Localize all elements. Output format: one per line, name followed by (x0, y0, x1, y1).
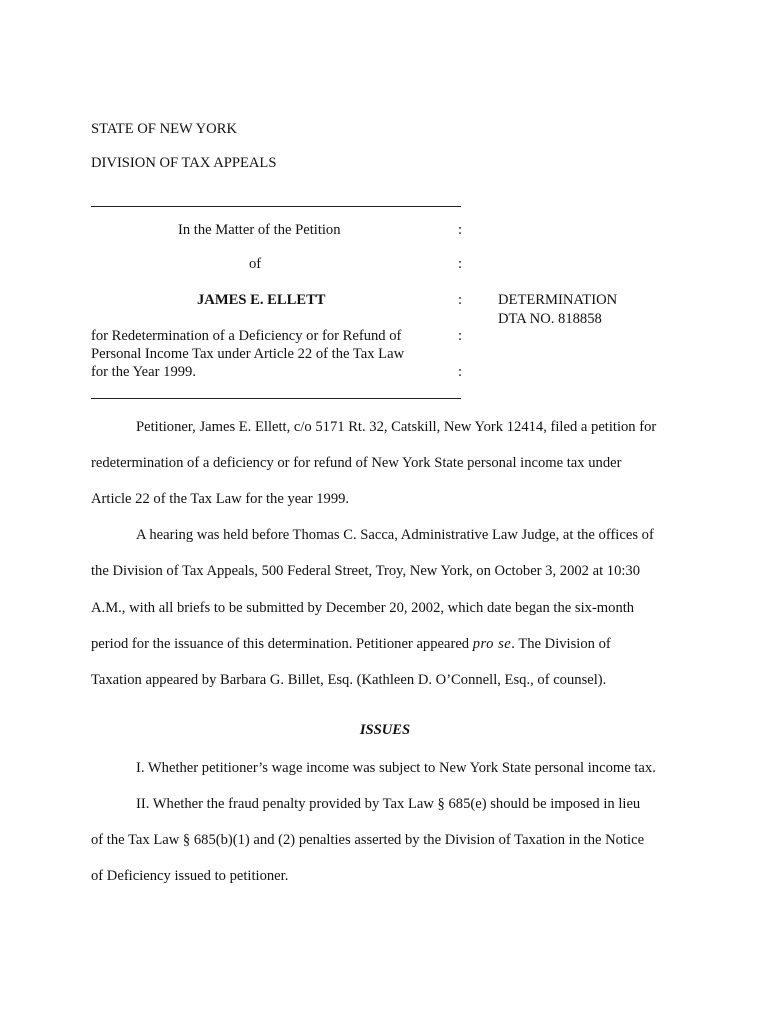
state-heading: STATE OF NEW YORK (91, 121, 237, 137)
caption-purpose-line: Personal Income Tax under Article 22 of the Tax Law (91, 346, 405, 362)
caption-purpose-line: for the Year 1999. (91, 364, 196, 380)
paragraph-line: A hearing was held before Thomas C. Sacca, Administrative Law Judge, at the offices of (136, 527, 654, 543)
pro-se-italic: pro se (472, 636, 512, 652)
issue-two-line: II. Whether the fraud penalty provided by Tax Law § 685(e) should be imposed in lieu (136, 796, 641, 812)
dta-number: DTA NO. 818858 (498, 311, 602, 327)
caption-colon: : (458, 222, 463, 238)
caption-colon: : (458, 364, 463, 380)
paragraph-text: . The Division of (511, 636, 611, 652)
caption-purpose-line: for Redetermination of a Deficiency or for Refund of (91, 328, 402, 344)
paragraph-line: Article 22 of the Tax Law for the year 1999. (91, 491, 350, 507)
caption-colon: : (458, 328, 463, 344)
paragraph-text: period for the issuance of this determination. Petitioner appeared (91, 636, 473, 652)
caption-matter: In the Matter of the Petition (178, 222, 341, 238)
paragraph-line (91, 636, 611, 653)
issue-two-line: of Deficiency issued to petitioner. (91, 868, 289, 884)
caption-colon: : (458, 292, 463, 308)
issues-heading: ISSUES (359, 722, 411, 738)
caption-of: of (249, 256, 262, 272)
division-heading: DIVISION OF TAX APPEALS (91, 155, 277, 171)
determination-label: DETERMINATION (498, 292, 618, 308)
caption-bottom-rule (91, 398, 461, 399)
paragraph-line: redetermination of a deficiency or for refund of New York State personal income tax under (91, 455, 622, 471)
petitioner-name: JAMES E. ELLETT (197, 292, 326, 308)
issue-two-line: of the Tax Law § 685(b)(1) and (2) penalties asserted by the Division of Taxation in the Notice (91, 832, 645, 848)
paragraph-line: Taxation appeared by Barbara G. Billet, Esq. (Kathleen D. O’Connell, Esq., of counsel). (91, 672, 607, 688)
paragraph-line: the Division of Tax Appeals, 500 Federal Street, Troy, New York, on October 3, 2002 at 10:30 (91, 563, 641, 579)
paragraph-line: A.M., with all briefs to be submitted by December 20, 2002, which date began the six-month (91, 600, 635, 616)
paragraph-line: Petitioner, James E. Ellett, c/o 5171 Rt. 32, Catskill, New York 12414, filed a petition for (136, 419, 657, 435)
caption-colon: : (458, 256, 463, 272)
caption-top-rule (91, 206, 461, 207)
issue-one: I. Whether petitioner’s wage income was subject to New York State personal income tax. (136, 760, 656, 776)
